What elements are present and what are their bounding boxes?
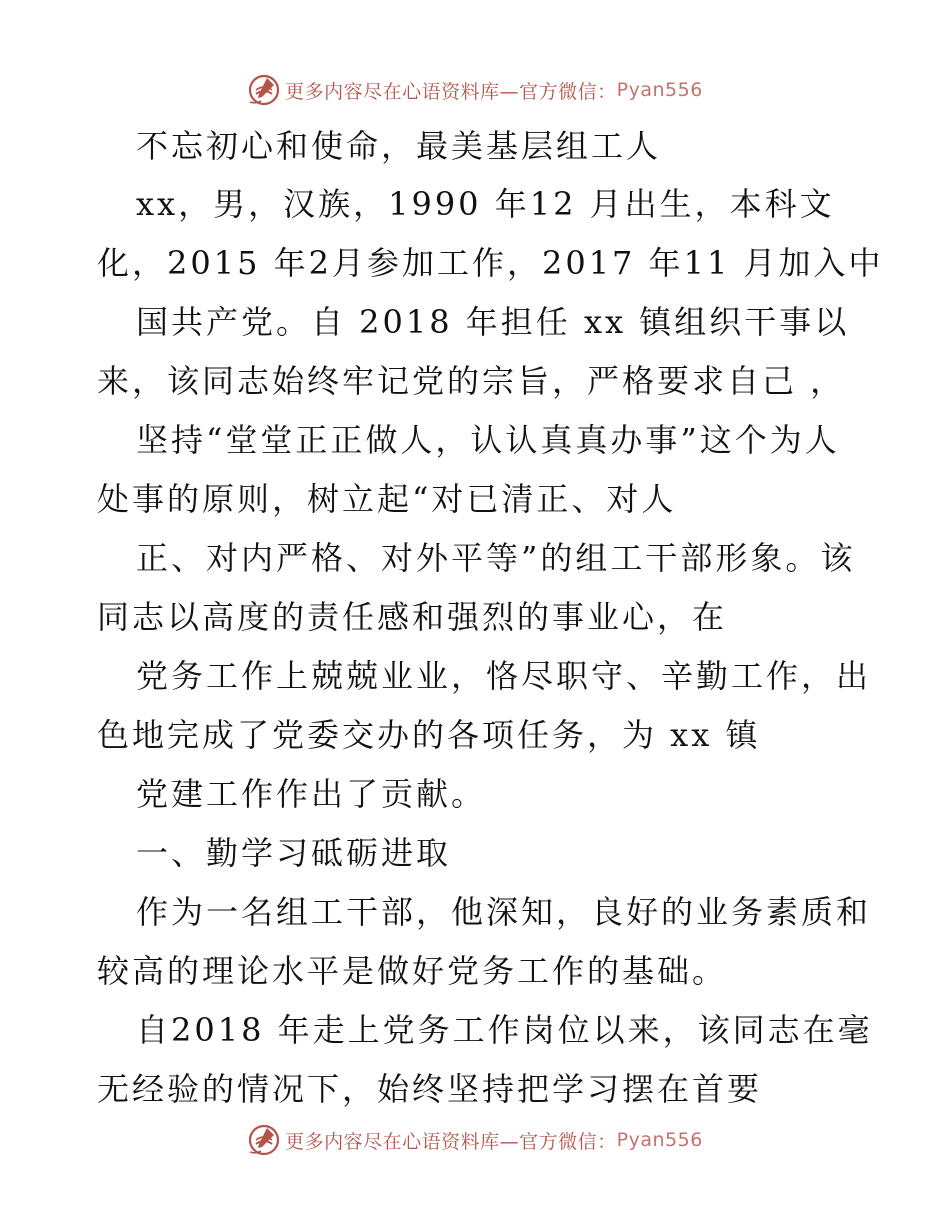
- paragraph-line: 处事的原则，树立起“对已清正、对人: [97, 480, 677, 518]
- paragraph-line: 来，该同志始终牢记党的宗旨，严格要求自己 ，: [97, 362, 846, 400]
- paragraph-line: 化，2015 年2月参加工作，2017 年11 月加入中: [97, 244, 884, 282]
- paragraph-line: 党建工作作出了贡献。: [136, 775, 487, 813]
- paragraph-line: 国共产党。自 2018 年担任 xx 镇组织干事以: [136, 303, 850, 341]
- book-pen-logo-icon: [247, 73, 281, 107]
- paragraph-line: 同志以高度的责任感和强烈的事业心，在: [97, 598, 728, 636]
- book-pen-logo-icon: [247, 1123, 281, 1157]
- paragraph-line: 色地完成了党委交办的各项任务，为 xx 镇: [97, 716, 761, 754]
- section-heading: 一、勤学习砥砺进取: [136, 834, 452, 872]
- paragraph-line: xx，男，汉族，1990 年12 月出生，本科文: [136, 185, 835, 223]
- paragraph-line: 党务工作上兢兢业业，恪尽职守、辛勤工作，出: [136, 657, 872, 695]
- paragraph-line: 坚持“堂堂正正做人，认认真真办事”这个为人: [136, 421, 840, 459]
- footer-watermark: [0, 1120, 950, 1160]
- watermark-contact: Pyan556: [616, 1129, 703, 1151]
- paragraph-line: 无经验的情况下，始终坚持把学习摆在首要: [97, 1070, 763, 1108]
- header-watermark: [0, 70, 950, 110]
- paragraph-line: 较高的理论水平是做好党务工作的基础。: [97, 952, 728, 990]
- paragraph-line: 作为一名组工干部，他深知，良好的业务素质和: [136, 893, 872, 931]
- watermark-text: 更多内容尽在心语资料库—官方微信：: [285, 80, 617, 103]
- watermark-text: 更多内容尽在心语资料库—官方微信：: [285, 1130, 617, 1153]
- document-title: 不忘初心和使命，最美基层组工人: [136, 127, 662, 165]
- paragraph-line: 正、对内严格、对外平等”的组工干部形象。该: [136, 539, 856, 577]
- paragraph-line: 自2018 年走上党务工作岗位以来，该同志在毫: [136, 1011, 873, 1049]
- watermark-contact: Pyan556: [616, 79, 703, 101]
